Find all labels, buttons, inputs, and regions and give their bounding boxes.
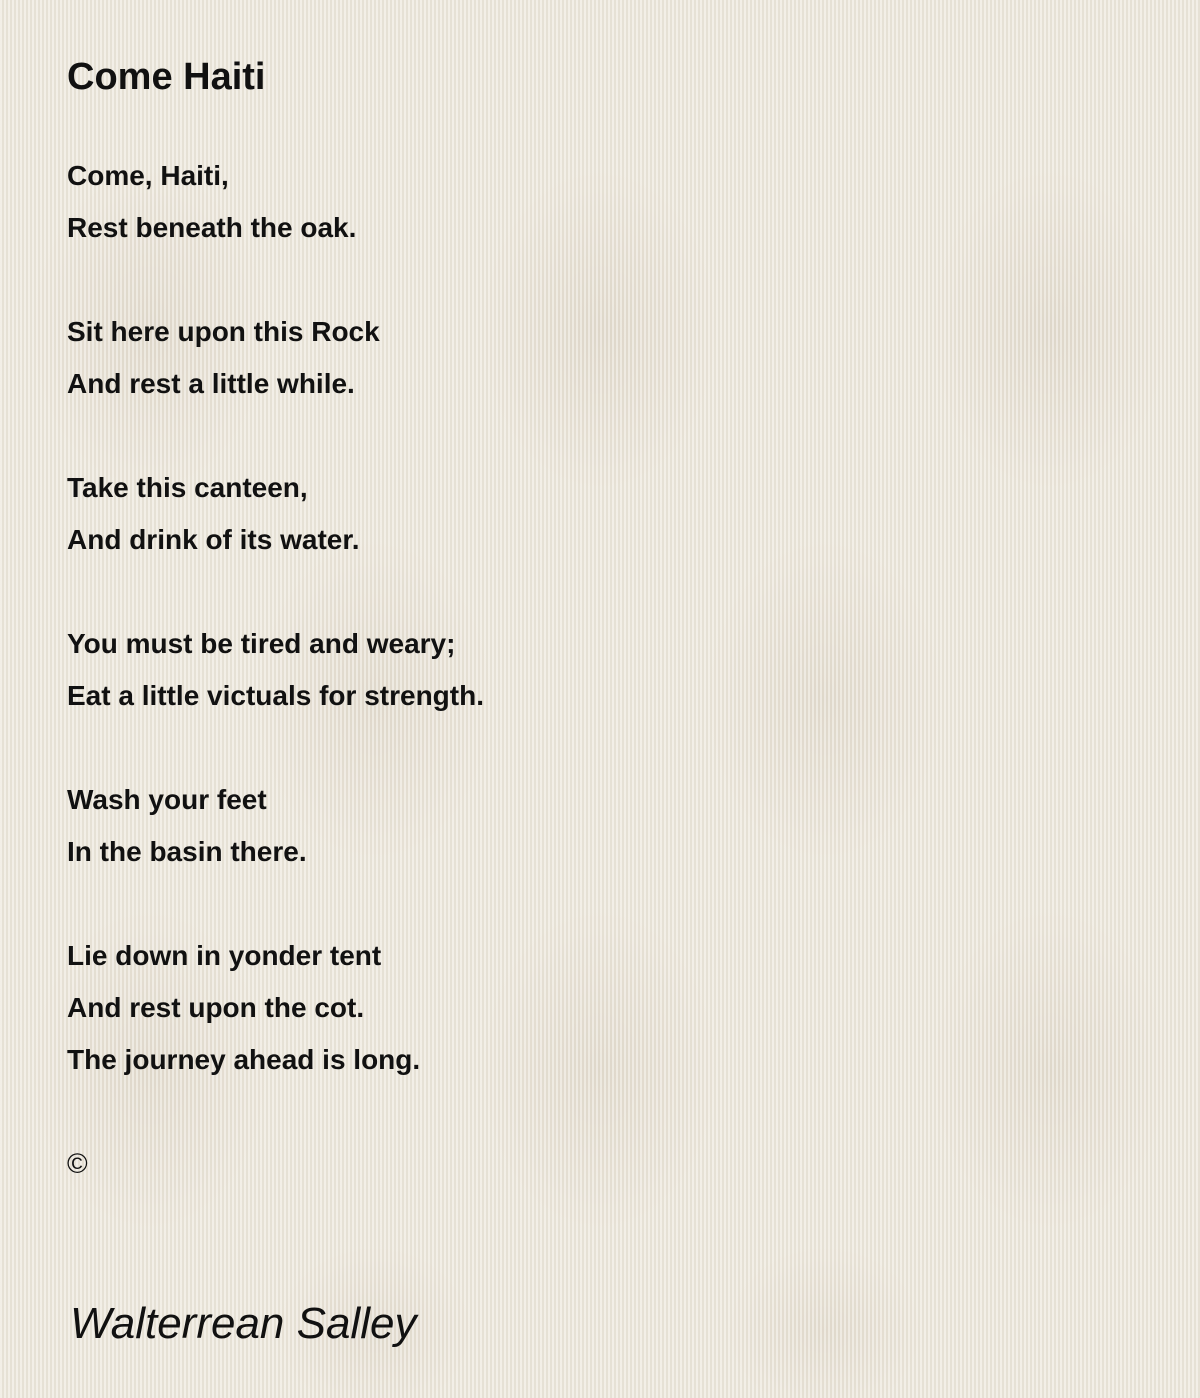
poem-line: Lie down in yonder tent bbox=[67, 940, 382, 971]
stanza-gap bbox=[67, 254, 484, 306]
poem-line: Come, Haiti, bbox=[67, 160, 229, 191]
author-name: Walterrean Salley bbox=[70, 1299, 417, 1348]
poem-line: In the basin there. bbox=[67, 836, 307, 867]
poem-line: Eat a little victuals for strength. bbox=[67, 680, 484, 711]
poem-line: You must be tired and weary; bbox=[67, 628, 456, 659]
stanza bbox=[67, 618, 484, 722]
stanza-gap bbox=[67, 878, 484, 930]
poem-line: Wash your feet bbox=[67, 784, 267, 815]
poem-line: Sit here upon this Rock bbox=[67, 316, 380, 347]
poem-line: And rest upon the cot. bbox=[67, 992, 365, 1023]
poem-line: Take this canteen, bbox=[67, 472, 308, 503]
stanza-gap bbox=[67, 410, 484, 462]
stanza bbox=[67, 774, 484, 878]
poem-line: And rest a little while. bbox=[67, 368, 355, 399]
poem-page bbox=[67, 0, 1147, 1398]
poem-body bbox=[67, 150, 484, 1086]
poem-title: Come Haiti bbox=[67, 56, 266, 98]
stanza bbox=[67, 462, 484, 566]
stanza bbox=[67, 306, 484, 410]
stanza-gap bbox=[67, 566, 484, 618]
stanza-gap bbox=[67, 722, 484, 774]
poem-line: And drink of its water. bbox=[67, 524, 360, 555]
stanza bbox=[67, 930, 484, 1086]
poem-line: Rest beneath the oak. bbox=[67, 212, 357, 243]
copyright-mark: © bbox=[67, 1148, 88, 1179]
stanza bbox=[67, 150, 484, 254]
poem-line: The journey ahead is long. bbox=[67, 1044, 421, 1075]
